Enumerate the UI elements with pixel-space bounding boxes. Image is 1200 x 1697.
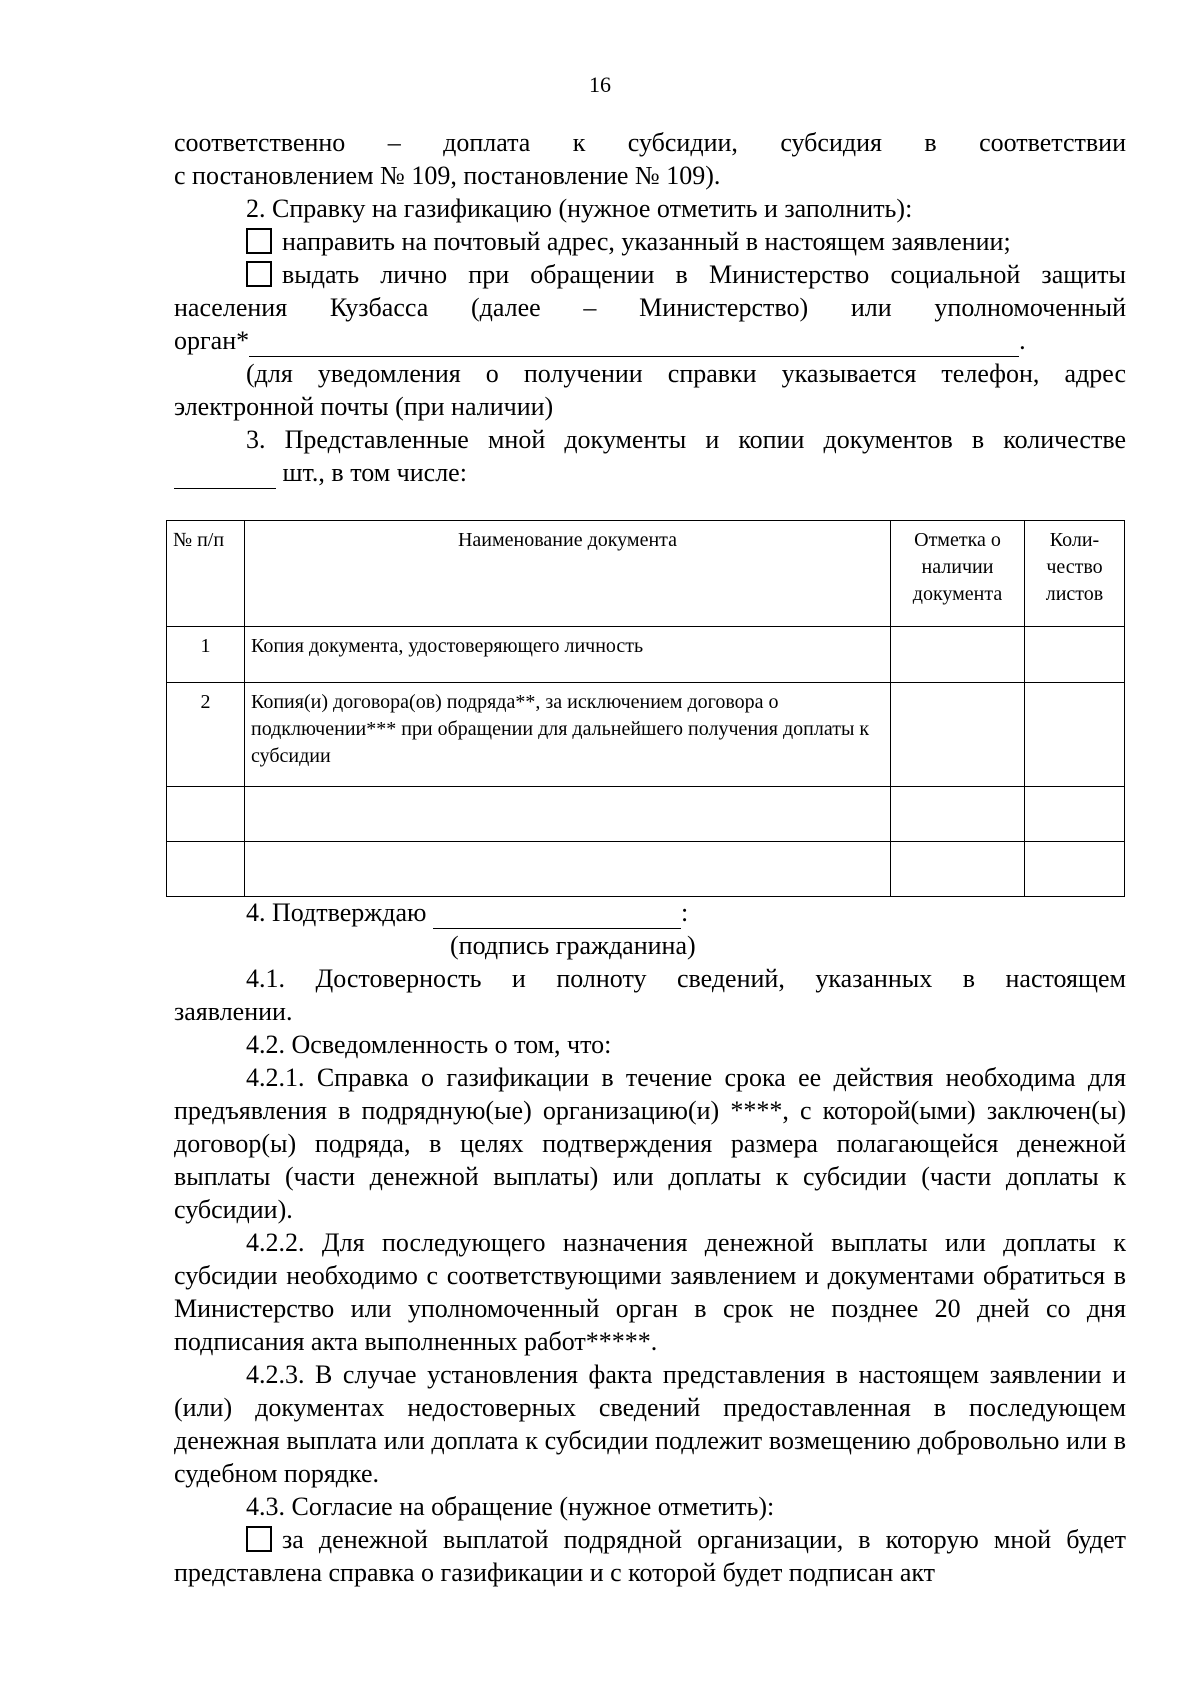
page-number: 16: [589, 72, 611, 97]
signature-line[interactable]: [433, 904, 681, 929]
signature-caption: (подпись гражданина): [450, 931, 696, 960]
documents-table: [166, 520, 1125, 897]
table-row: [167, 842, 1125, 897]
para1-line2: с постановлением № 109, постановление № 109).: [174, 161, 721, 190]
upper-text: [174, 126, 1126, 489]
table-header-row: [167, 521, 1125, 627]
option-personal-label-c: орган*: [174, 326, 250, 355]
row2-mark-cell[interactable]: [891, 683, 1025, 787]
option-personal: [174, 258, 1126, 291]
table-row: [167, 627, 1125, 683]
p421: 4.2.1. Справка о газификации в течение срока ее действия необходима для предъявления в подрядную(ые) организацию(и) ****, с которой(ыми) заключен(ы) договор(ы) подряда, в целях подтверждения размера полагающейся денежной выплаты (части денежной выплаты) или доплаты к субсидии (части доплаты к субсидии).: [174, 1063, 1126, 1224]
row4-sheets-cell[interactable]: [1025, 842, 1125, 897]
row3-mark-cell[interactable]: [891, 787, 1025, 842]
row1-mark-cell[interactable]: [891, 627, 1025, 683]
item3-a: 3. Представленные мной документы и копии документов в количестве: [246, 425, 1126, 454]
checkbox-personal[interactable]: [246, 261, 272, 287]
option-mail: [174, 225, 1126, 258]
p43: 4.3. Согласие на обращение (нужное отметить):: [246, 1492, 775, 1521]
organ-input-line[interactable]: [249, 332, 1019, 357]
note-contact-a: (для уведомления о получении справки указывается телефон, адрес: [246, 359, 1126, 388]
option-personal-line2: населения Кузбасса (далее – Министерство) или уполномоченный: [174, 293, 1126, 322]
header-name: Наименование документа: [245, 521, 891, 627]
row2-num: 2: [167, 683, 245, 787]
option-personal-label-a: выдать лично при обращении в Министерство социальной защиты: [282, 260, 1126, 289]
header-mark: Отметка о наличии документа: [891, 521, 1025, 627]
table-row: [167, 683, 1125, 787]
count-input-line[interactable]: [174, 464, 276, 489]
row2-name: Копия(и) договора(ов) подряда**, за исключением договора о подключении*** при обращении для дальнейшего получения доплаты к субсидии: [245, 683, 891, 787]
confirm-label: 4. Подтверждаю: [246, 898, 427, 927]
p41-b: заявлении.: [174, 997, 293, 1026]
row3-sheets-cell[interactable]: [1025, 787, 1125, 842]
para1-line1: соответственно – доплата к субсидии, субсидия в соответствии: [174, 128, 1126, 157]
row4-num-cell[interactable]: [167, 842, 245, 897]
lower-text: [174, 896, 1126, 1589]
header-sheets: Коли-чество листов: [1025, 521, 1125, 627]
p43-option: [174, 1523, 1126, 1589]
item2-title: 2. Справку на газификацию (нужное отметить и заполнить):: [246, 194, 913, 223]
row4-mark-cell[interactable]: [891, 842, 1025, 897]
p422: 4.2.2. Для последующего назначения денежной выплаты или доплаты к субсидии необходимо с соответствующими заявлением и документами обратиться в Министерство или уполномоченный орган в срок не позднее 20 дней со дня подписания акта выполненных работ*****.: [174, 1228, 1126, 1356]
checkbox-consent[interactable]: [246, 1526, 272, 1552]
row1-name: Копия документа, удостоверяющего личность: [245, 627, 891, 683]
p423: 4.2.3. В случае установления факта представления в настоящем заявлении и (или) документах недостоверных сведений предоставленная в последующем денежная выплата или доплата к субсидии подлежит возмещению добровольно или в судебном порядке.: [174, 1360, 1126, 1488]
header-num: № п/п: [167, 521, 245, 627]
row3-num-cell[interactable]: [167, 787, 245, 842]
p42: 4.2. Осведомленность о том, что:: [246, 1030, 612, 1059]
note-contact-b: электронной почты (при наличии): [174, 392, 554, 421]
p41-a: 4.1. Достоверность и полноту сведений, указанных в настоящем: [246, 964, 1126, 993]
row1-num: 1: [167, 627, 245, 683]
item3-b-label: шт., в том числе:: [282, 458, 467, 487]
p43-option-label: за денежной выплатой подрядной организации, в которую мной будет представлена справка о газификации и с которой будет подписан акт: [174, 1525, 1126, 1587]
row2-sheets-cell[interactable]: [1025, 683, 1125, 787]
option-mail-label: направить на почтовый адрес, указанный в настоящем заявлении;: [282, 227, 1011, 256]
row1-sheets-cell[interactable]: [1025, 627, 1125, 683]
row3-name-cell[interactable]: [245, 787, 891, 842]
confirm-line: 4. Подтверждаю :: [246, 898, 689, 927]
table-row: [167, 787, 1125, 842]
item3-b-line: [174, 456, 1126, 489]
row4-name-cell[interactable]: [245, 842, 891, 897]
checkbox-mail[interactable]: [246, 228, 272, 254]
organ-line: орган* .: [174, 326, 1026, 355]
